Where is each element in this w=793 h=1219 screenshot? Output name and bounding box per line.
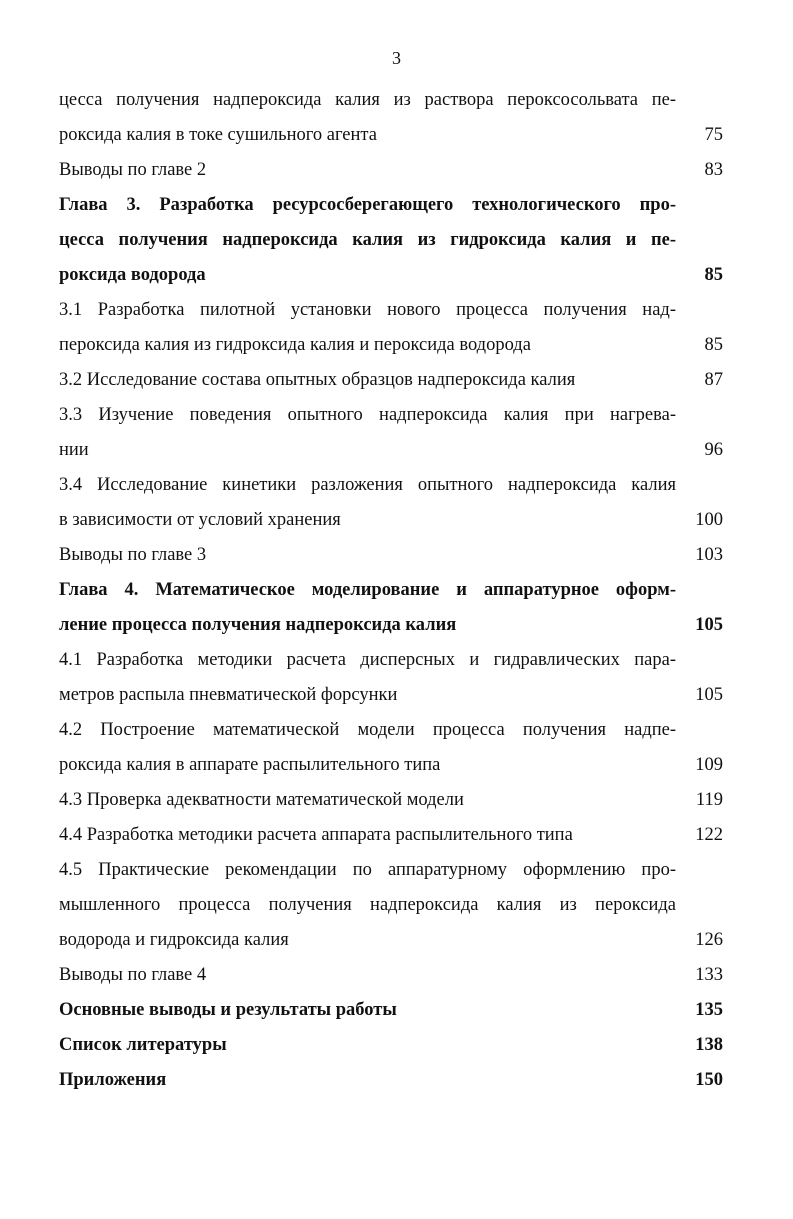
- toc-entry: [59, 398, 723, 468]
- toc-entry-title: [59, 1063, 676, 1098]
- toc-entry-page: 138: [695, 1035, 723, 1055]
- toc-entry: [59, 83, 723, 153]
- toc-entry-line: 4.4 Разработка методики расчета аппарата распылительного типа: [59, 825, 573, 845]
- toc-entry: [59, 1063, 723, 1098]
- toc-entry-line: роксида водорода: [59, 265, 206, 285]
- toc-entry: [59, 573, 723, 643]
- toc-entry: [59, 818, 723, 853]
- toc-entry-line: Список литературы: [59, 1035, 227, 1055]
- toc-entry-line: 4.2 Построение математической модели процесса получения надпе-: [59, 720, 676, 740]
- toc-entry: [59, 188, 723, 293]
- toc-entry-line: метров распыла пневматической форсунки: [59, 685, 398, 705]
- toc-entry-title: [59, 188, 676, 293]
- toc-entry: [59, 853, 723, 958]
- toc-entry: [59, 1028, 723, 1063]
- toc-entry-title: [59, 83, 676, 153]
- toc-entry-page: 119: [695, 790, 723, 810]
- toc-entry-line: нии: [59, 440, 89, 460]
- toc-entry-title: [59, 958, 676, 993]
- table-of-contents: [59, 83, 723, 1098]
- toc-entry-line: роксида калия в токе сушильного агента: [59, 125, 377, 145]
- toc-entry-line: Глава 4. Математическое моделирование и аппаратурное оформ-: [59, 580, 676, 600]
- toc-entry-line: Основные выводы и результаты работы: [59, 1000, 397, 1020]
- toc-entry-title: [59, 573, 676, 643]
- toc-entry-line: Выводы по главе 2: [59, 160, 207, 180]
- toc-entry-line: 3.3 Изучение поведения опытного надпероксида калия при нагрева-: [59, 405, 676, 425]
- toc-entry-title: [59, 468, 676, 538]
- toc-entry-page: 96: [704, 440, 723, 460]
- toc-entry-title: [59, 293, 676, 363]
- toc-entry-line: цесса получения надпероксида калия из раствора пероксосольвата пе-: [59, 90, 676, 110]
- toc-entry-page: 122: [695, 825, 723, 845]
- toc-entry-page: 75: [704, 125, 723, 145]
- toc-entry-page: 135: [695, 1000, 723, 1020]
- toc-entry-page: 100: [695, 510, 723, 530]
- toc-entry: [59, 363, 723, 398]
- toc-entry: [59, 713, 723, 783]
- toc-entry-title: [59, 993, 676, 1028]
- toc-entry: [59, 958, 723, 993]
- toc-entry: [59, 643, 723, 713]
- toc-entry-line: цесса получения надпероксида калия из гидроксида калия и пе-: [59, 230, 676, 250]
- toc-entry-line: Приложения: [59, 1070, 167, 1090]
- toc-entry-line: Выводы по главе 4: [59, 965, 207, 985]
- toc-entry-line: 3.4 Исследование кинетики разложения опытного надпероксида калия: [59, 475, 676, 495]
- toc-entry-line: мышленного процесса получения надпероксида калия из пероксида: [59, 895, 676, 915]
- toc-entry-line: 4.5 Практические рекомендации по аппаратурному оформлению про-: [59, 860, 676, 880]
- toc-entry-title: [59, 538, 676, 573]
- toc-entry-line: ление процесса получения надпероксида калия: [59, 615, 457, 635]
- toc-entry-title: [59, 853, 676, 958]
- toc-entry-page: 133: [695, 965, 723, 985]
- page-number: 3: [392, 48, 401, 68]
- toc-entry-title: [59, 818, 676, 853]
- toc-entry-title: [59, 783, 676, 818]
- toc-entry-page: 85: [704, 335, 723, 355]
- toc-entry-title: [59, 713, 676, 783]
- toc-entry-page: 126: [695, 930, 723, 950]
- toc-entry-line: 4.1 Разработка методики расчета дисперсных и гидравлических пара-: [59, 650, 676, 670]
- toc-entry-line: 3.1 Разработка пилотной установки нового процесса получения над-: [59, 300, 676, 320]
- toc-entry: [59, 153, 723, 188]
- toc-entry-title: [59, 1028, 676, 1063]
- toc-entry-line: в зависимости от условий хранения: [59, 510, 341, 530]
- toc-entry-page: 85: [704, 265, 723, 285]
- toc-entry: [59, 783, 723, 818]
- toc-entry-page: 105: [695, 615, 723, 635]
- toc-entry: [59, 468, 723, 538]
- toc-entry-title: [59, 398, 676, 468]
- toc-entry-page: 83: [704, 160, 723, 180]
- toc-entry-title: [59, 363, 676, 398]
- toc-entry-line: пероксида калия из гидроксида калия и пероксида водорода: [59, 335, 531, 355]
- toc-entry-page: 105: [695, 685, 723, 705]
- toc-entry-page: 87: [704, 370, 723, 390]
- toc-entry-page: 103: [695, 545, 723, 565]
- toc-entry-line: Глава 3. Разработка ресурсосберегающего технологического про-: [59, 195, 676, 215]
- toc-entry-line: Выводы по главе 3: [59, 545, 207, 565]
- toc-entry-line: 3.2 Исследование состава опытных образцов надпероксида калия: [59, 370, 576, 390]
- toc-entry-title: [59, 153, 676, 188]
- toc-entry-line: 4.3 Проверка адекватности математической модели: [59, 790, 464, 810]
- toc-entry: [59, 993, 723, 1028]
- toc-entry: [59, 538, 723, 573]
- toc-entry-line: роксида калия в аппарате распылительного типа: [59, 755, 441, 775]
- toc-entry: [59, 293, 723, 363]
- toc-entry-page: 150: [695, 1070, 723, 1090]
- toc-entry-title: [59, 643, 676, 713]
- toc-entry-page: 109: [695, 755, 723, 775]
- toc-entry-line: водорода и гидроксида калия: [59, 930, 289, 950]
